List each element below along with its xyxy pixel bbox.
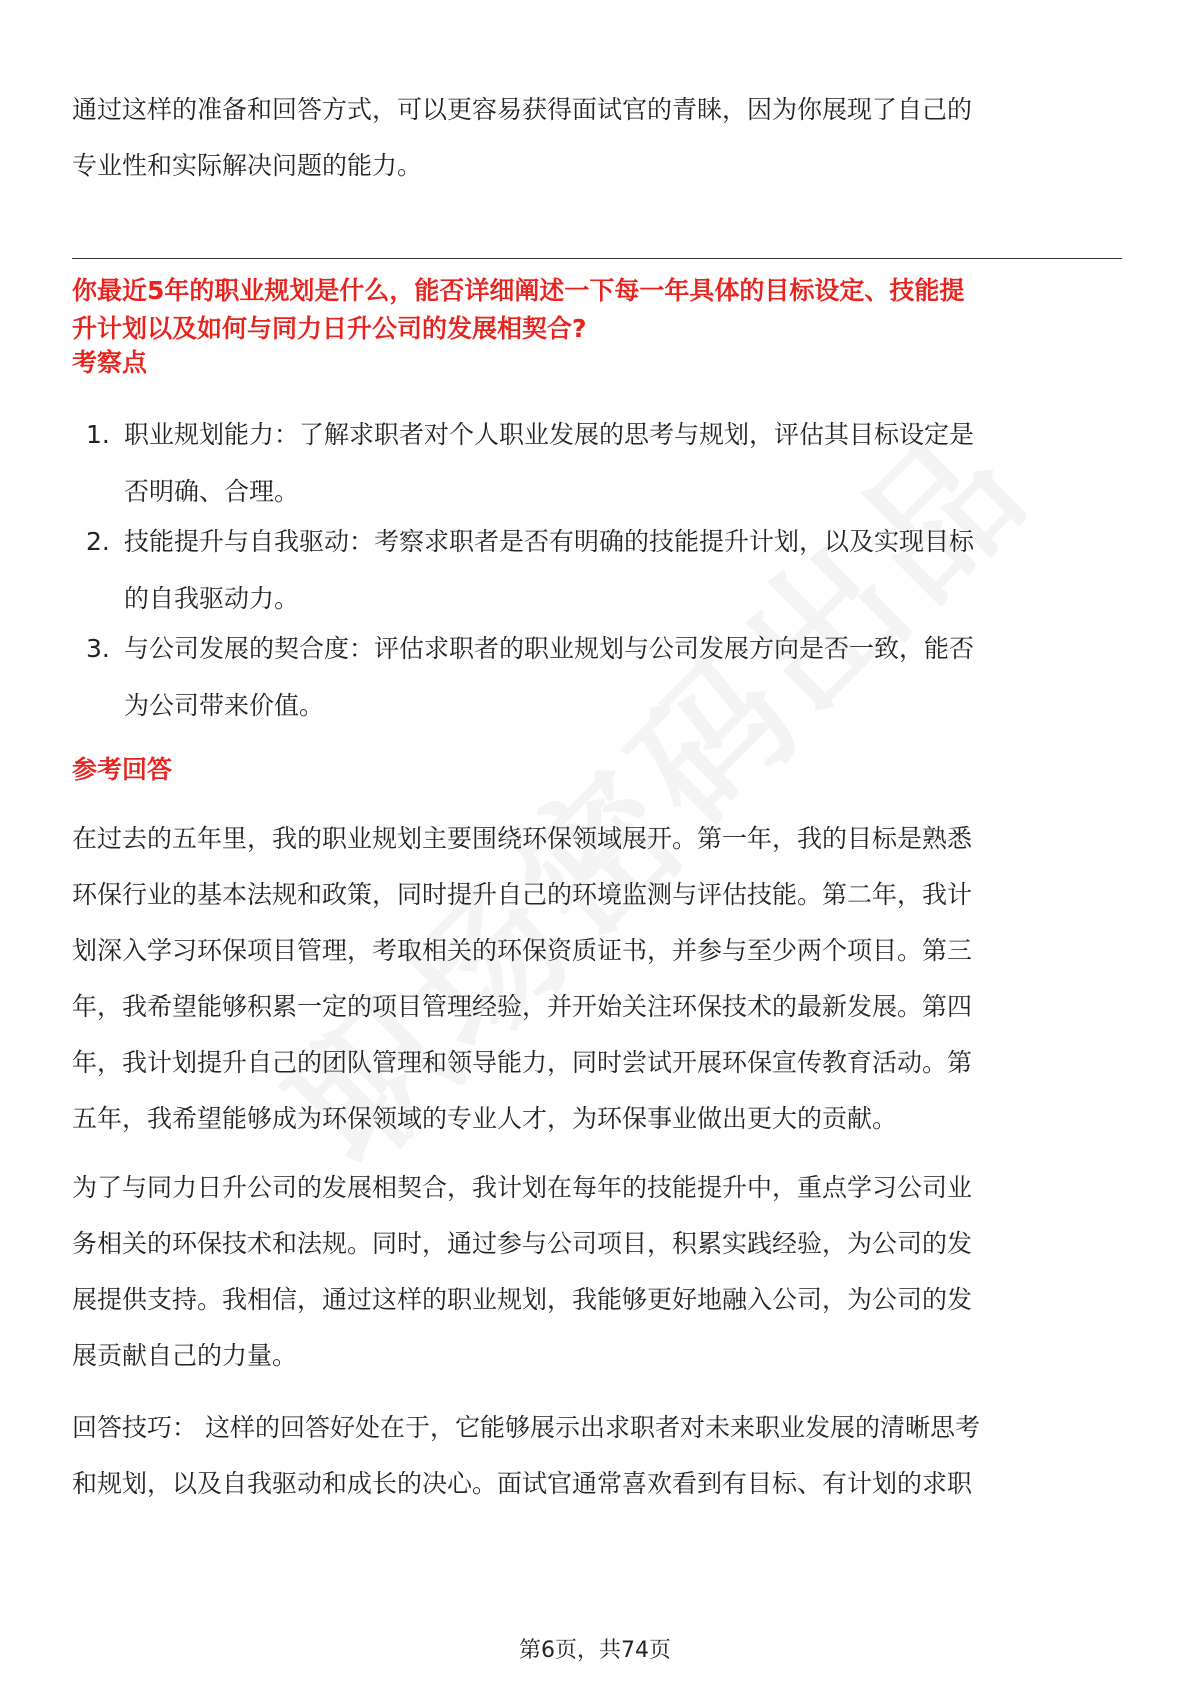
answer-tips-paragraph [72,1400,1122,1512]
paragraph-line: 展贡献自己的力量。 [72,1341,298,1370]
question-heading [72,272,1122,348]
list-text [124,513,1124,627]
paragraph-line: 环保行业的基本法规和政策，同时提升自己的环境监测与评估技能。第二年，我计 [72,880,973,909]
paragraph-line: 回答技巧： 这样的回答好处在于，它能够展示出求职者对未来职业发展的清晰思考 [72,1413,980,1442]
paragraph-line: 在过去的五年里，我的职业规划主要围绕环保领域展开。第一年，我的目标是熟悉 [72,824,973,853]
list-line: 否明确、合理。 [124,477,300,506]
intro-paragraph [72,82,1122,194]
paragraph-line: 五年，我希望能够成为环保领域的专业人才，为环保事业做出更大的贡献。 [72,1104,898,1133]
paragraph-line: 展提供支持。我相信，通过这样的职业规划，我能够更好地融入公司，为公司的发 [72,1285,973,1314]
list-line: 职业规划能力：了解求职者对个人职业发展的思考与规划，评估其目标设定是 [124,420,975,449]
intro-line: 通过这样的准备和回答方式，可以更容易获得面试官的青睐，因为你展现了自己的 [72,95,973,124]
paragraph-line: 划深入学习环保项目管理，考取相关的环保资质证书，并参与至少两个项目。第三 [72,936,973,965]
page-number-footer: 第6页，共74页 [519,1638,671,1663]
list-line: 与公司发展的契合度：评估求职者的职业规划与公司发展方向是否一致，能否 [124,634,975,663]
list-line: 的自我驱动力。 [124,584,300,613]
list-text [124,406,1124,520]
list-line: 为公司带来价值。 [124,691,325,720]
list-number: 1. [86,420,110,449]
intro-line: 专业性和实际解决问题的能力。 [72,151,423,180]
list-line: 技能提升与自我驱动：考察求职者是否有明确的技能提升计划，以及实现目标 [124,527,975,556]
evaluation-heading: 考察点 [72,348,148,377]
paragraph-line: 年，我希望能够积累一定的项目管理经验，并开始关注环保技术的最新发展。第四 [72,992,973,1021]
question-line: 你最近5年的职业规划是什么，能否详细阐述一下每一年具体的目标设定、技能提 [72,276,965,305]
list-text [124,620,1124,734]
paragraph-line: 务相关的环保技术和法规。同时，通过参与公司项目，积累实践经验，为公司的发 [72,1229,973,1258]
paragraph-line: 年，我计划提升自己的团队管理和领导能力，同时尝试开展环保宣传教育活动。第 [72,1048,973,1077]
question-line: 升计划以及如何与同力日升公司的发展相契合? [72,314,587,343]
reference-paragraph-1 [72,811,1122,1147]
list-number: 3. [86,634,110,663]
section-divider [72,258,1122,259]
paragraph-line: 为了与同力日升公司的发展相契合，我计划在每年的技能提升中，重点学习公司业 [72,1173,973,1202]
reference-paragraph-2 [72,1160,1122,1384]
list-number: 2. [86,527,110,556]
paragraph-line: 和规划，以及自我驱动和成长的决心。面试官通常喜欢看到有目标、有计划的求职 [72,1469,973,1498]
reference-heading: 参考回答 [72,755,173,784]
